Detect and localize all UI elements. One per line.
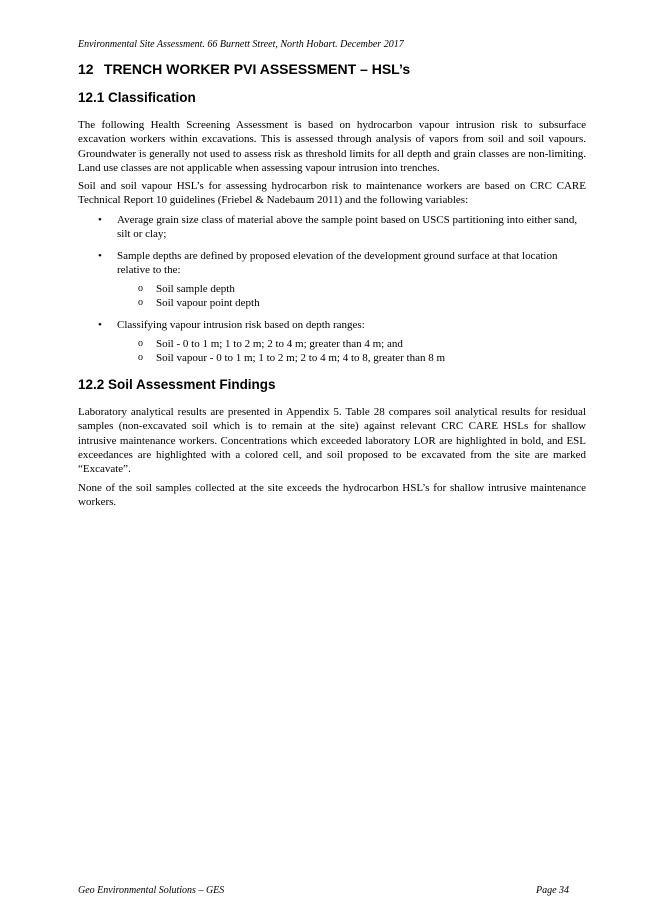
section-title: TRENCH WORKER PVI ASSESSMENT – HSL’s [103,61,411,77]
sub-bullet-marker: o [138,352,143,363]
sub-bullet-marker: o [138,283,143,294]
findings-paragraph-1: Laboratory analytical results are presented in Appendix 5. Table 28 compares soil analytical results for residual samples (non-excavated soil which is to remain at the site) against relevant CRC CARE HSLs for shallow intrusive maintenance workers. Concentrations which exceeded laboratory LOR are highlighted in bold, and ESL exceedances are highlighted with a colored cell, and soil proposed to be excavated from the site are marked “Excavate”. [78,406,586,476]
footer-company: Geo Environmental Solutions – GES [78,885,225,896]
bullet-marker: • [98,319,102,331]
bullet-marker: • [98,214,102,226]
findings-paragraph-2: None of the soil samples collected at the site exceeds the hydrocarbon HSL’s for shallow intrusive maintenance workers. [78,482,586,509]
section-number: 12 [78,61,94,77]
classification-paragraph-2: Soil and soil vapour HSL’s for assessing hydrocarbon risk to maintenance workers are based on CRC CARE Technical Report 10 guidelines (Friebel & Nadebaum 2011) and the following variables: [78,180,586,207]
findings-heading: 12.2 Soil Assessment Findings [78,377,276,392]
section-heading [78,61,410,77]
footer-page-number: Page 34 [536,885,570,896]
bullet-item-sample-depths: Sample depths are defined by proposed elevation of the development ground surface at that location relative to the: [117,250,558,277]
sub-bullet-marker: o [138,297,143,308]
classification-heading: 12.1 Classification [78,90,196,105]
bullet-marker: • [98,250,102,262]
bullet-item-depth-ranges: Classifying vapour intrusion risk based on depth ranges: [117,319,365,331]
sub-bullet-marker: o [138,338,143,349]
sub-bullet-soil-sample-depth: Soil sample depth [156,283,235,295]
running-header: Environmental Site Assessment. 66 Burnett Street, North Hobart. December 2017 [78,39,404,50]
bullet-item-grain-size: Average grain size class of material above the sample point based on USCS partitioning into either sand, silt or clay; [117,214,578,241]
sub-bullet-soil-vapour-depth-ranges: Soil vapour - 0 to 1 m; 1 to 2 m; 2 to 4 m; 4 to 8, greater than 8 m [156,352,446,364]
sub-bullet-soil-vapour-point-depth: Soil vapour point depth [156,297,260,309]
sub-bullet-soil-depth-ranges: Soil - 0 to 1 m; 1 to 2 m; 2 to 4 m; greater than 4 m; and [156,338,403,350]
classification-paragraph-1: The following Health Screening Assessment is based on hydrocarbon vapour intrusion risk to subsurface excavation workers within excavations. This is assessed through analysis of vapors from soil and soil vapours. Groundwater is generally not used to assess risk as threshold limits for all depth and grain classes are non-limiting. Land use classes are not applicable when assessing vapour intrusion into trenches. [78,119,586,174]
